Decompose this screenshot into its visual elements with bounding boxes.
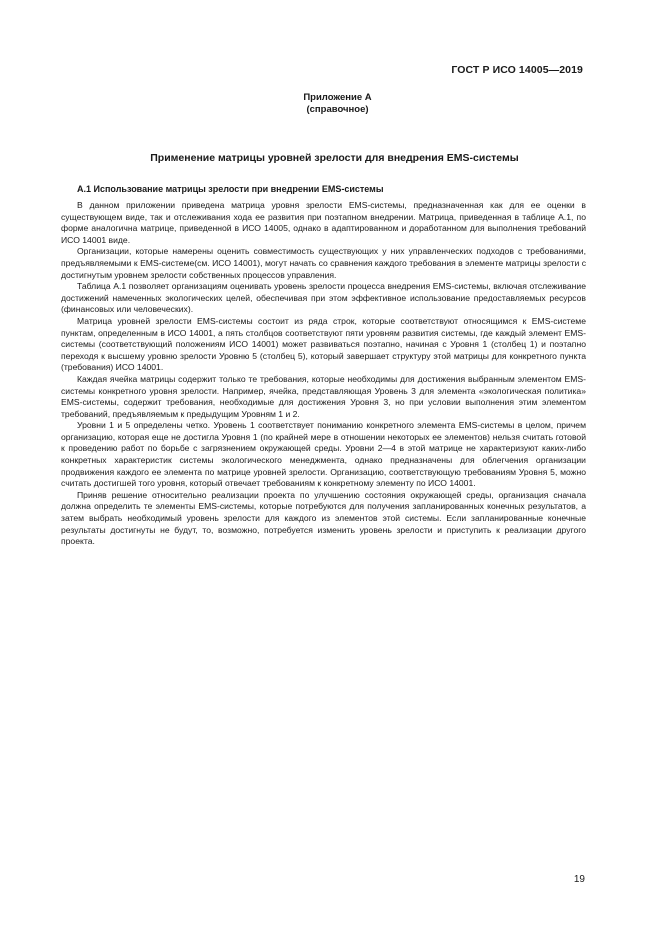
paragraph: Уровни 1 и 5 определены четко. Уровень 1 соответствует пониманию конкретного элемента EMS-системы в целом, причем организацию, которая еще не достигла Уровня 1 (по крайней мере в отношении некоторых ее элементов) нельзя считать готовой к проведению работ по борьбе с загрязнением окружающей среды. Уровни 2—4 в этой матрице не характеризуют каких-либо конкретных характеристик системы экологического менеджмента, однако предназначены для облегчения организации продвижения каждого ее элемента по матрице уровней зрелости. Организацию, соответствующую требованиям Уровня 5, можно считать достигшей того уровня, который отвечает требованиям к конкретному элементу по ИСО 14001. <box>61 420 586 489</box>
paragraph: Организации, которые намерены оценить совместимость существующих у них управленческих подходов с требованиями, предъявляемыми к EMS-системе(см. ИСО 14001), могут начать со сравнения каждого требования в элементе матрицы зрелости с достигнутым уровнем зрелости собственных процессов управления. <box>61 246 586 280</box>
paragraph: Каждая ячейка матрицы содержит только те требования, которые необходимы для достижения выбранным элементом EMS-системы конкретного уровня зрелости. Например, ячейка, представляющая Уровень 3 для элемента «экологическая политика» EMS-системы, содержит требования, необходимые для достижения Уровня 3, но при условии выполнения этим элементом требований, предъявляемым к предыдущим Уровням 1 и 2. <box>61 373 586 419</box>
paragraph: Таблица А.1 позволяет организациям оценивать уровень зрелости процесса внедрения EMS-системы, включая отслеживание достижений намеченных экологических целей, обеспечивая при этом эффективное использование предоставляемых ресурсов (финансовых или человеческих). <box>61 281 586 315</box>
section-title: А.1 Использование матрицы зрелости при внедрении EMS-системы <box>77 184 384 194</box>
standard-header: ГОСТ Р ИСО 14005—2019 <box>451 64 583 76</box>
paragraph: Матрица уровней зрелости EMS-системы состоит из ряда строк, которые соответствуют относящимся к EMS-системе пунктам, определенным в ИСО 14001, а пять столбцов соответствуют пяти уровням развития системы, где каждый элемент EMS-системы (соответствующий положениям ИСО 14001) может развиваться поэтапно, начиная с Уровня 1 (столбец 1) и поэтапно переходя к высшему уровню зрелости Уровню 5 (столбец 5), который завершает структуру этой матрицы для конкретного пункта (требования) ИСО 14001. <box>61 315 586 373</box>
annex-subtitle: (справочное) <box>306 104 369 115</box>
paragraph: Приняв решение относительно реализации проекта по улучшению состояния окружающей среды, организация сначала должна определить те элементы EMS-системы, которые потребуются для получения запланированных конечных результатов, а затем выбрать необходимый уровень зрелости для каждого из элементов этой системы. Если запланированные конечные результаты достигнуты не будут, то, возможно, потребуется изменить уровень зрелости и приступить к реализации другого проекта. <box>61 489 586 547</box>
body-text <box>61 200 586 548</box>
annex-heading <box>0 92 661 116</box>
page-number: 19 <box>573 874 585 885</box>
paragraph: В данном приложении приведена матрица уровня зрелости EMS-системы, предназначенная как для ее оценки в существующем виде, так и отслеживания хода ее развития при поэтапном внедрении. Матрица, приведенная в таблице А.1, по форме аналогична матрице, приведенной в ИСО 14005, однако в адаптированном и доработанном для выполнения требований ИСО 14001 виде. <box>61 200 586 245</box>
annex-title: Приложение А <box>303 92 372 103</box>
main-title: Применение матрицы уровней зрелости для внедрения EMS-системы <box>150 152 519 164</box>
